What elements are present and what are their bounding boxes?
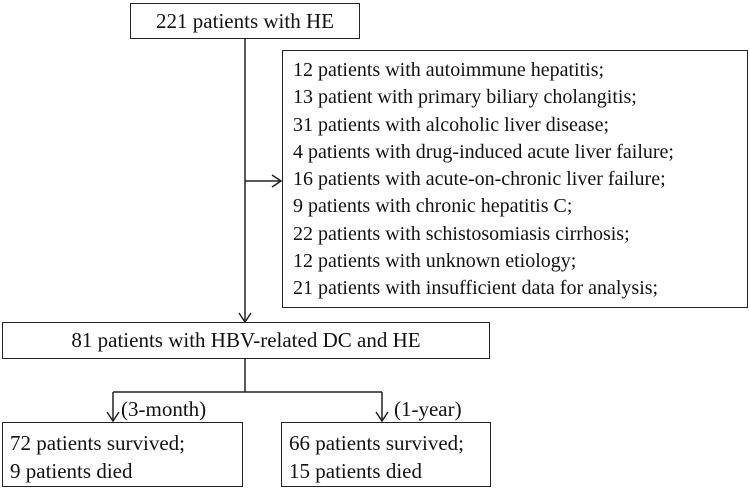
- total-patients-text: 221 patients with HE: [156, 8, 334, 33]
- three-month-survived-text: 72 patients survived;: [10, 431, 185, 455]
- exclusion-item: 12 patients with unknown etiology;: [293, 250, 577, 273]
- three-month-outcome-box: [2, 422, 243, 487]
- three-month-died-text: 9 patients died: [10, 459, 133, 483]
- one-year-survived-text: 66 patients survived;: [289, 431, 464, 455]
- exclusion-item: 16 patients with acute-on-chronic liver failure;: [293, 168, 666, 191]
- exclusion-item: 12 patients with autoimmune hepatitis;: [293, 59, 605, 81]
- exclusion-criteria-box: [282, 50, 748, 308]
- exclusion-item: 9 patients with chronic hepatitis C;: [293, 195, 573, 218]
- exclusion-item: 21 patients with insufficient data for analysis;: [293, 277, 659, 300]
- one-year-label: (1-year): [394, 397, 462, 421]
- included-patients-box: [2, 322, 490, 359]
- one-year-outcome-box: [281, 422, 491, 487]
- exclusion-item: 4 patients with drug-induced acute liver failure;: [293, 140, 674, 163]
- exclusion-item: 22 patients with schistosomiasis cirrhosis;: [293, 222, 630, 245]
- exclusion-item: 31 patients with alcoholic liver disease;: [293, 113, 610, 136]
- three-month-label: (3-month): [121, 397, 207, 421]
- exclusion-item: 13 patient with primary biliary cholangitis;: [293, 86, 637, 109]
- total-patients-box: [130, 3, 360, 39]
- included-patients-text: 81 patients with HBV-related DC and HE: [71, 328, 421, 352]
- one-year-died-text: 15 patients died: [289, 459, 422, 483]
